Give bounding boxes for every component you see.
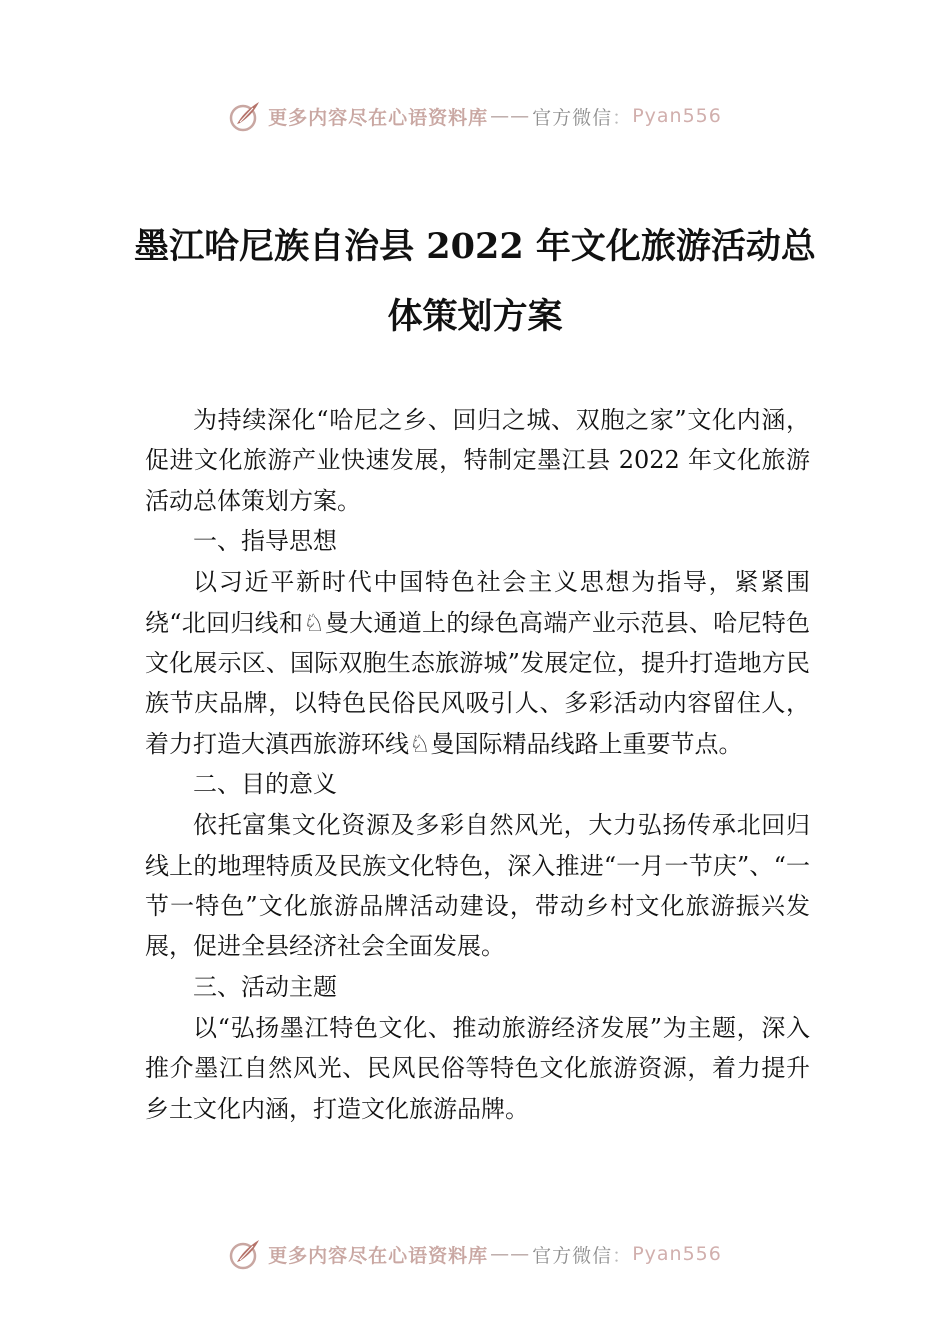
watermark-wechat-id: Pyan556 (632, 1243, 722, 1265)
watermark-dash: —— (490, 1243, 531, 1265)
paragraph-theme: 以“弘扬墨江特色文化、推动旅游经济发展”为主题，深入推介墨江自然风光、民风民俗等特色文化旅游资源，着力提升乡土文化内涵，打造文化旅游品牌。 (145, 1013, 810, 1123)
document-title-line-1: 墨江哈尼族自治县 2022 年文化旅游活动总 (134, 226, 816, 267)
quill-pen-logo-icon (228, 99, 262, 133)
watermark-brand: 更多内容尽在心语资料库 (268, 106, 489, 129)
section-heading-guiding-ideology: 一、指导思想 (193, 527, 337, 556)
intro-paragraph: 为持续深化“哈尼之乡、回归之城、双胞之家”文化内涵，促进文化旅游产业快速发展，特制定墨江县 2022 年文化旅游活动总体策划方案。 (145, 406, 810, 515)
paragraph-guiding-ideology: 以习近平新时代中国特色社会主义思想为指导，紧紧围绕“北回归线和♘曼大通道上的绿色高端产业示范县、哈尼特色文化展示区、国际双胞生态旅游城”发展定位，提升打造地方民族节庆品牌，以特色民俗民风吸引人、多彩活动内容留住人，着力打造大滇西旅游环线♘曼国际精品线路上重要节点。 (145, 568, 810, 758)
paragraph-purpose: 依托富集文化资源及多彩自然风光，大力弘扬传承北回归线上的地理特质及民族文化特色，深入推进“一月一节庆”、“一节一特色”文化旅游品牌活动建设，带动乡村文化旅游振兴发展，促进全县经济社会全面发展。 (145, 811, 810, 961)
section-heading-theme: 三、活动主题 (193, 972, 337, 1001)
quill-pen-logo-icon (228, 1237, 262, 1271)
watermark-dash: —— (490, 105, 531, 127)
document-body (145, 400, 810, 1129)
watermark-wechat-label: 官方微信 (532, 106, 613, 129)
watermark-wechat-id: Pyan556 (632, 105, 722, 127)
watermark-brand: 更多内容尽在心语资料库 (268, 1244, 489, 1267)
watermark-separator: ： (612, 1244, 633, 1267)
watermark-banner-bottom (0, 1234, 950, 1274)
document-title-line-2: 体策划方案 (387, 296, 563, 337)
watermark-banner-top (0, 96, 950, 136)
section-heading-purpose: 二、目的意义 (193, 770, 337, 799)
watermark-separator: ： (612, 106, 633, 129)
watermark-wechat-label: 官方微信 (532, 1244, 613, 1267)
